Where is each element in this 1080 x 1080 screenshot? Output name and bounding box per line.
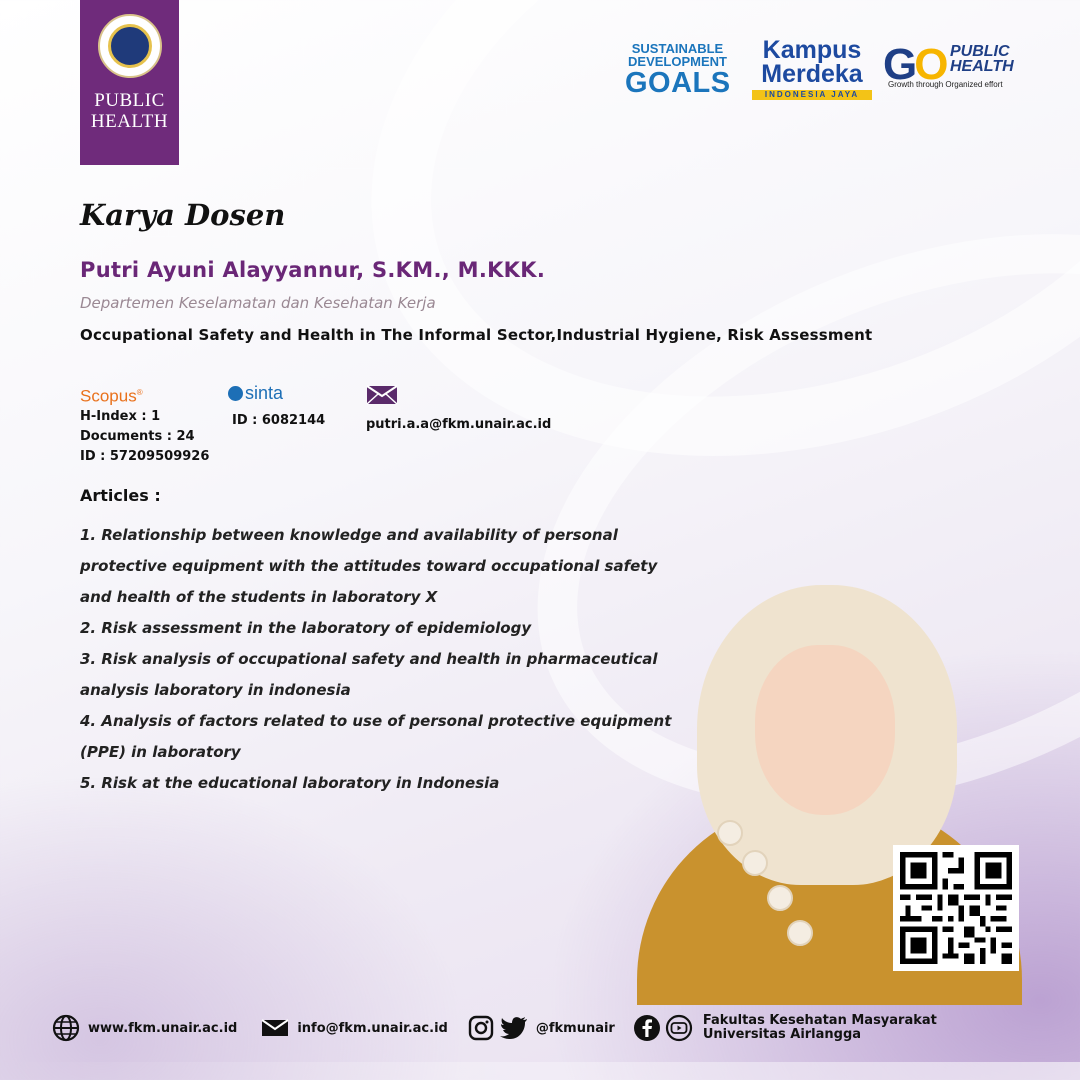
globe-icon <box>52 1014 80 1042</box>
bottom-strip <box>0 1062 1080 1080</box>
badge-text-line1: PUBLIC <box>94 90 165 111</box>
sinta-logo: sinta <box>228 383 325 403</box>
article-line: 1. Relationship between knowledge and availability of personal <box>80 526 618 544</box>
sdg-line2: DEVELOPMENT <box>628 54 727 69</box>
page-title: Karya Dosen <box>80 198 286 232</box>
article-line: 2. Risk assessment in the laboratory of epidemiology <box>80 619 532 637</box>
scopus-logo: Scopus® <box>80 386 143 406</box>
scopus-block <box>80 383 209 467</box>
twitter-icon[interactable] <box>500 1016 528 1040</box>
gph-public: PUBLIC <box>950 43 1010 60</box>
article-line: (PPE) in laboratory <box>80 743 241 761</box>
envelope-icon <box>366 385 398 405</box>
qr-code-graphic <box>900 852 1012 964</box>
research-fields: Occupational Safety and Health in The Informal Sector,Industrial Hygiene, Risk Assessment <box>80 326 873 344</box>
go-public-health-logo <box>880 40 1025 98</box>
go-text: GO <box>883 40 946 89</box>
badge-text <box>91 90 168 132</box>
badge-text-line2: HEALTH <box>90 111 169 132</box>
footer <box>52 1008 1032 1048</box>
facebook-icon[interactable] <box>633 1014 661 1042</box>
footer-faculty <box>703 1014 937 1042</box>
scopus-h-index: H-Index : 1 <box>80 408 161 424</box>
kampus-sub: INDONESIA JAYA <box>752 90 872 100</box>
university-seal-logo <box>98 14 162 78</box>
sdg-logo <box>625 42 730 98</box>
kampus-line1: Kampus <box>762 36 862 64</box>
footer-email[interactable]: info@fkm.unair.ac.id <box>297 1020 448 1036</box>
footer-faculty-line2: Universitas Airlangga <box>702 1027 862 1042</box>
kampus-merdeka-logo <box>752 38 872 100</box>
email-address[interactable]: putri.a.a@fkm.unair.ac.id <box>366 417 552 432</box>
article-line: 4. Analysis of factors related to use of personal protective equipment <box>80 712 672 730</box>
article-line: 3. Risk analysis of occupational safety and health in pharmaceutical <box>80 650 658 668</box>
email-block <box>366 385 551 435</box>
public-health-text <box>950 44 1014 74</box>
kampus-line2: Merdeka <box>761 60 863 88</box>
articles-heading: Articles : <box>80 486 161 505</box>
youtube-icon[interactable] <box>665 1014 693 1042</box>
scopus-id: ID : 57209509926 <box>80 448 210 464</box>
envelope-icon <box>261 1019 289 1037</box>
department: Departemen Keselamatan dan Kesehatan Kerja <box>80 294 436 312</box>
qr-code[interactable] <box>893 845 1019 971</box>
footer-faculty-line1: Fakultas Kesehatan Masyarakat <box>702 1013 937 1028</box>
sdg-goals: GOALS <box>625 67 731 99</box>
lecturer-name: Putri Ayuni Alayyannur, S.KM., M.KKK. <box>80 258 546 282</box>
article-line: protective equipment with the attitudes toward occupational safety <box>80 557 658 575</box>
gph-tagline: Growth through Organized effort <box>888 80 1003 89</box>
sinta-icon <box>228 386 243 401</box>
instagram-icon[interactable] <box>468 1015 494 1041</box>
sdg-line1: SUSTAINABLE <box>631 41 724 56</box>
gph-health: HEALTH <box>950 58 1014 75</box>
article-line: and health of the students in laboratory X <box>80 588 438 606</box>
sinta-block <box>228 383 325 431</box>
sinta-id: ID : 6082144 <box>232 413 326 428</box>
public-health-badge <box>80 0 179 165</box>
scopus-documents: Documents : 24 <box>80 428 195 444</box>
footer-website[interactable]: www.fkm.unair.ac.id <box>88 1020 238 1036</box>
footer-handle[interactable]: @fkmunair <box>535 1020 615 1036</box>
articles-list <box>80 520 680 799</box>
article-line: 5. Risk at the educational laboratory in Indonesia <box>80 774 500 792</box>
article-line: analysis laboratory in indonesia <box>80 681 351 699</box>
